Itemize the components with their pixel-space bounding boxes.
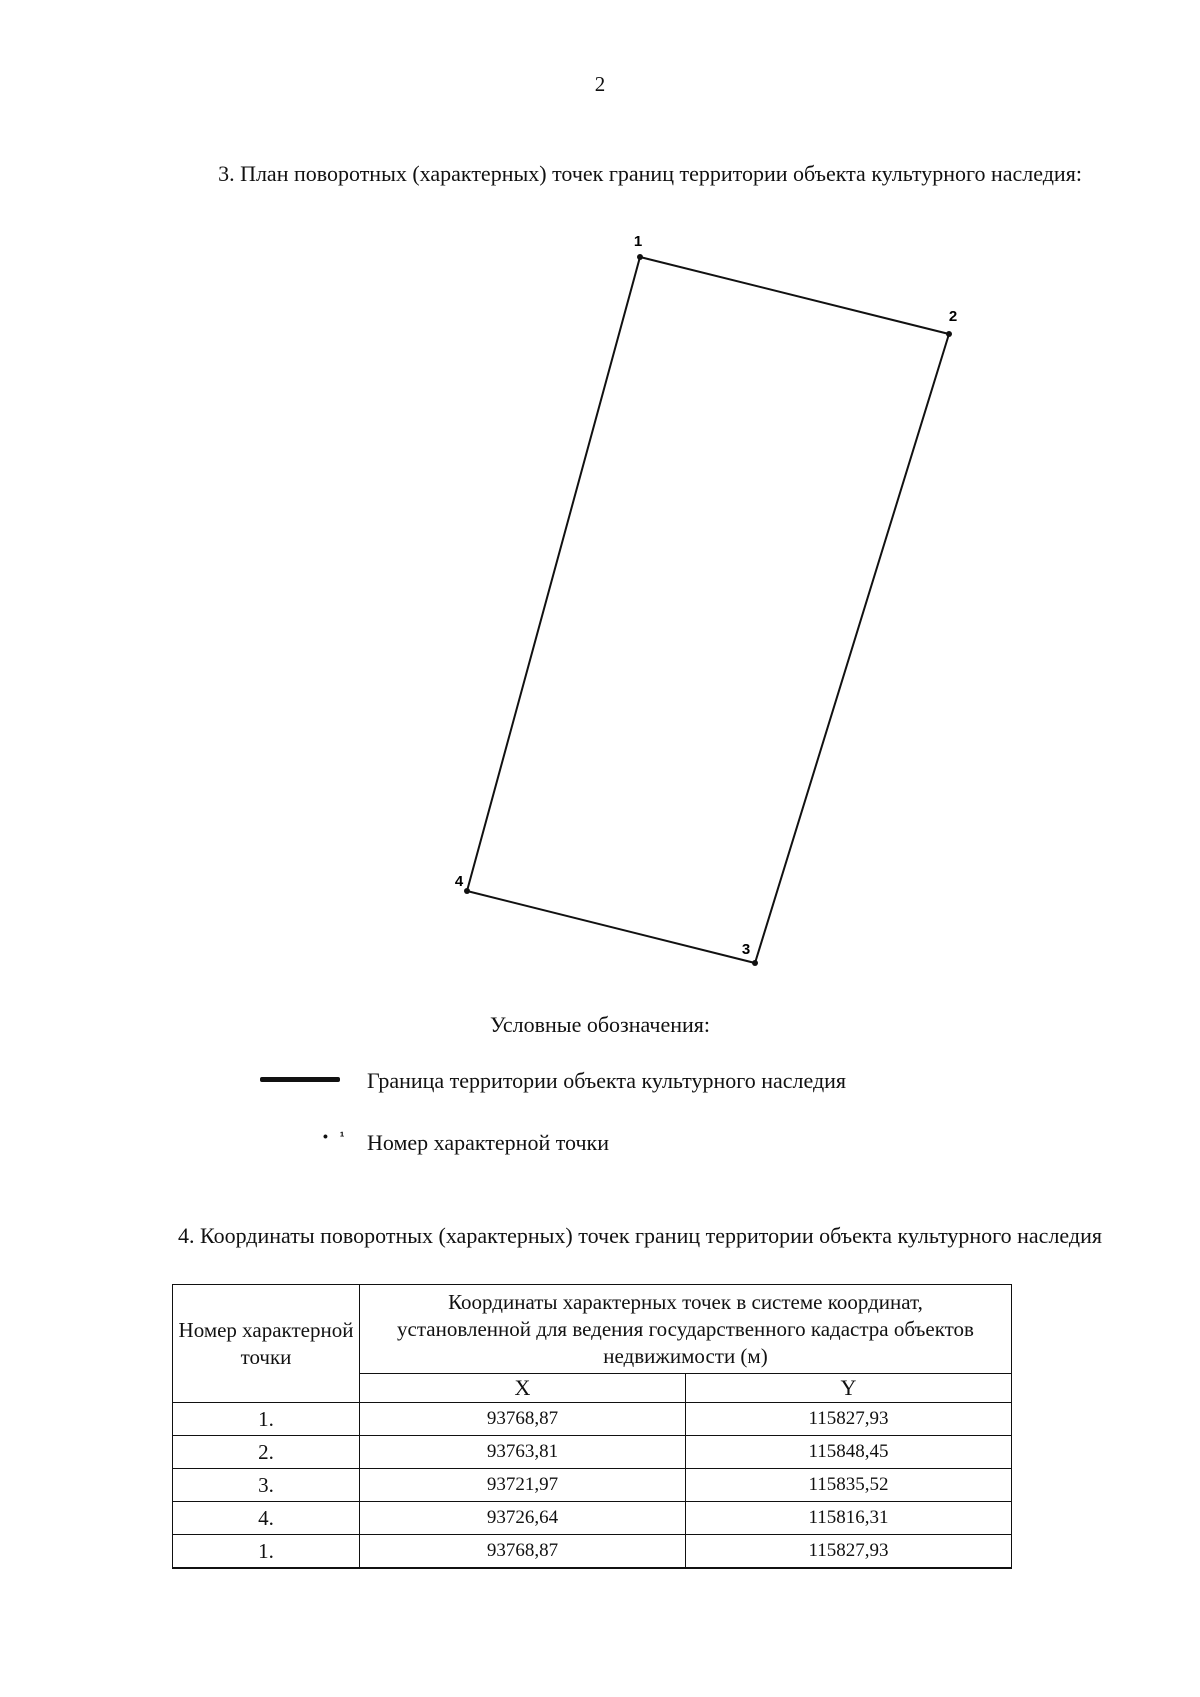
point-marker-3 xyxy=(752,960,758,966)
y-cell: 115827,93 xyxy=(686,1535,1012,1569)
y-header: Y xyxy=(686,1374,1012,1403)
point-marker-4 xyxy=(464,888,470,894)
point-number-cell: 2. xyxy=(173,1436,360,1469)
coordinates-header: Координаты характерных точек в системе координат, установленной для ведения государственного кадастра объектов недвижимости (м) xyxy=(360,1285,1012,1374)
table-row xyxy=(173,1469,1012,1502)
x-cell: 93726,64 xyxy=(360,1502,686,1535)
point-label-2: 2 xyxy=(948,308,958,325)
y-cell: 115848,45 xyxy=(686,1436,1012,1469)
point-number-header: Номер характерной точки xyxy=(173,1285,360,1403)
x-header: X xyxy=(360,1374,686,1403)
point-marker-1 xyxy=(637,254,643,260)
legend-title: Условные обозначения: xyxy=(489,1012,711,1037)
legend-point-label: Номер характерной точки xyxy=(367,1130,609,1155)
plan-heading: 3. План поворотных (характерных) точек границ территории объекта культурного наследия: xyxy=(218,161,1082,186)
table-row xyxy=(173,1403,1012,1436)
x-cell: 93768,87 xyxy=(360,1535,686,1569)
y-cell: 115816,31 xyxy=(686,1502,1012,1535)
point-label-3: 3 xyxy=(741,941,751,958)
y-cell: 115835,52 xyxy=(686,1469,1012,1502)
point-number-cell: 1. xyxy=(173,1535,360,1569)
x-cell: 93768,87 xyxy=(360,1403,686,1436)
y-cell: 115827,93 xyxy=(686,1403,1012,1436)
point-number-cell: 1. xyxy=(173,1403,360,1436)
point-label-1: 1 xyxy=(633,233,643,250)
point-number-cell: 4. xyxy=(173,1502,360,1535)
table-row xyxy=(173,1502,1012,1535)
x-cell: 93763,81 xyxy=(360,1436,686,1469)
point-marker-2 xyxy=(946,331,952,337)
point-number-cell: 3. xyxy=(173,1469,360,1502)
coords-heading: 4. Координаты поворотных (характерных) точек границ территории объекта культурного наследия xyxy=(178,1223,1102,1248)
table-row xyxy=(173,1436,1012,1469)
coordinates-table xyxy=(172,1284,1012,1569)
point-number-legend-icon: • ¹ xyxy=(323,1128,349,1144)
x-cell: 93721,97 xyxy=(360,1469,686,1502)
boundary-line-legend-icon xyxy=(260,1077,340,1082)
boundary-polygon xyxy=(467,257,949,963)
legend-boundary-label: Граница территории объекта культурного наследия xyxy=(367,1068,847,1093)
point-label-4: 4 xyxy=(454,873,464,890)
page-number: 2 xyxy=(594,72,606,96)
table-row xyxy=(173,1535,1012,1569)
